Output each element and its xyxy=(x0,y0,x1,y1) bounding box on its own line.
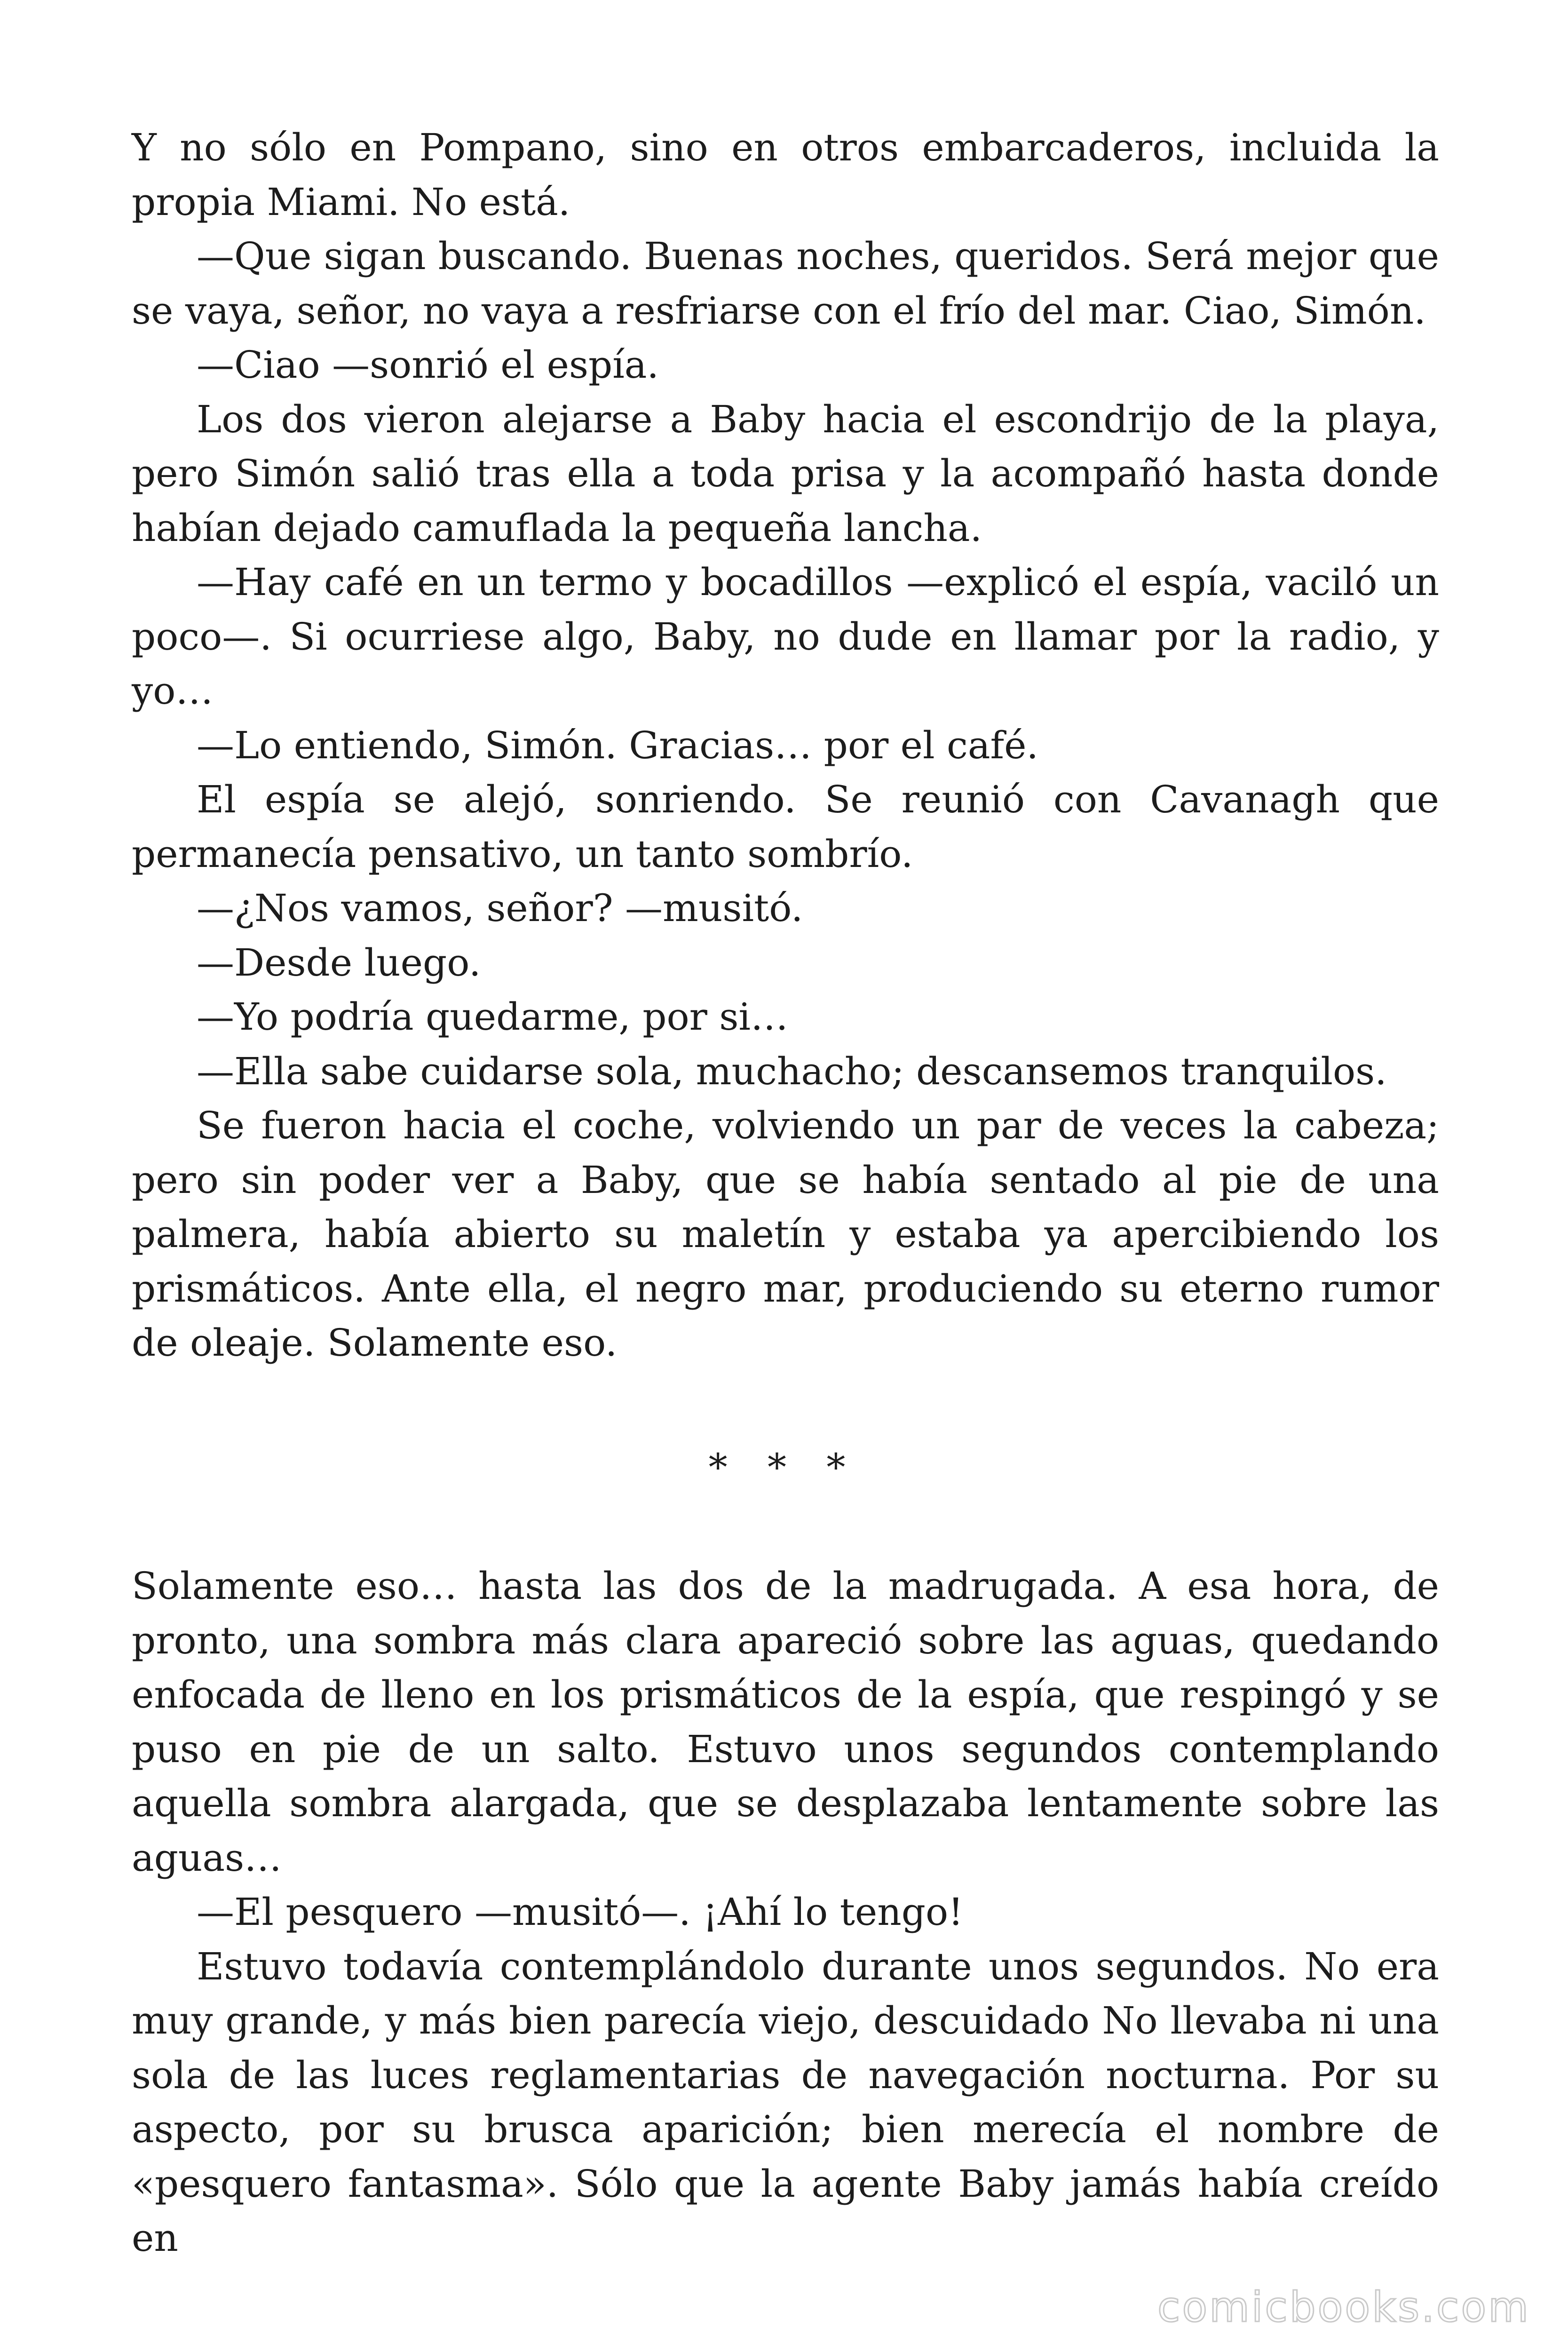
scene-break-separator: * * * xyxy=(708,1446,860,1489)
paragraph: —Yo podría quedarme, por si… xyxy=(197,995,788,1039)
text-block-bottom xyxy=(132,1559,1439,2265)
paragraph: Estuvo todavía contemplándolo durante unos segundos. No era muy grande, y más bien parecía viejo, descuidado No llevaba ni una sola de las luces reglamentarias de navegación nocturna. Por su aspecto, por su brusca aparición; bien merecía el nombre de «pesquero fantasma». Sólo que la agente Baby jamás había creído en xyxy=(132,1944,1439,2260)
paragraph: —Hay café en un termo y bocadillos —explicó el espía, vaciló un poco—. Si ocurriese algo, Baby, no dude en llamar por la radio, y yo… xyxy=(132,560,1439,713)
paragraph: —¿Nos vamos, señor? —musitó. xyxy=(197,886,803,930)
paragraph: Y no sólo en Pompano, sino en otros embarcaderos, incluida la propia Miami. No está. xyxy=(132,126,1439,224)
paragraph: Se fueron hacia el coche, volviendo un par de veces la cabeza; pero sin poder ver a Baby, que se había sentado al pie de una palmera, había abierto su maletín y estaba ya apercibiendo los prismáticos. Ante ella, el negro mar, produciendo su eterno rumor de oleaje. Solamente eso. xyxy=(132,1104,1439,1365)
paragraph: —Ciao —sonrió el espía. xyxy=(197,343,659,387)
paragraph: Solamente eso… hasta las dos de la madrugada. A esa hora, de pronto, una sombra más clara apareció sobre las aguas, quedando enfocada de lleno en los prismáticos de la espía, que respingó y se puso en pie de un salto. Estuvo unos segundos contemplando aquella sombra alargada, que se desplazaba lentamente sobre las aguas… xyxy=(132,1564,1439,1880)
paragraph: El espía se alejó, sonriendo. Se reunió con Cavanagh que permanecía pensativo, un tanto sombrío. xyxy=(132,778,1439,876)
watermark: comicbooks.com xyxy=(1157,2283,1530,2331)
paragraph: —Ella sabe cuidarse sola, muchacho; descansemos tranquilos. xyxy=(197,1049,1387,1093)
paragraph: —Lo entiendo, Simón. Gracias… por el café. xyxy=(197,723,1038,767)
paragraph: —El pesquero —musitó—. ¡Ahí lo tengo! xyxy=(197,1890,964,1934)
paragraph: —Que sigan buscando. Buenas noches, queridos. Será mejor que se vaya, señor, no vaya a resfriarse con el frío del mar. Ciao, Simón. xyxy=(132,234,1439,333)
text-block-top xyxy=(132,120,1439,1370)
paragraph: —Desde luego. xyxy=(197,940,481,985)
paragraph: Los dos vieron alejarse a Baby hacia el escondrijo de la playa, pero Simón salió tras ella a toda prisa y la acompañó hasta donde habían dejado camuflada la pequeña lancha. xyxy=(132,397,1439,550)
